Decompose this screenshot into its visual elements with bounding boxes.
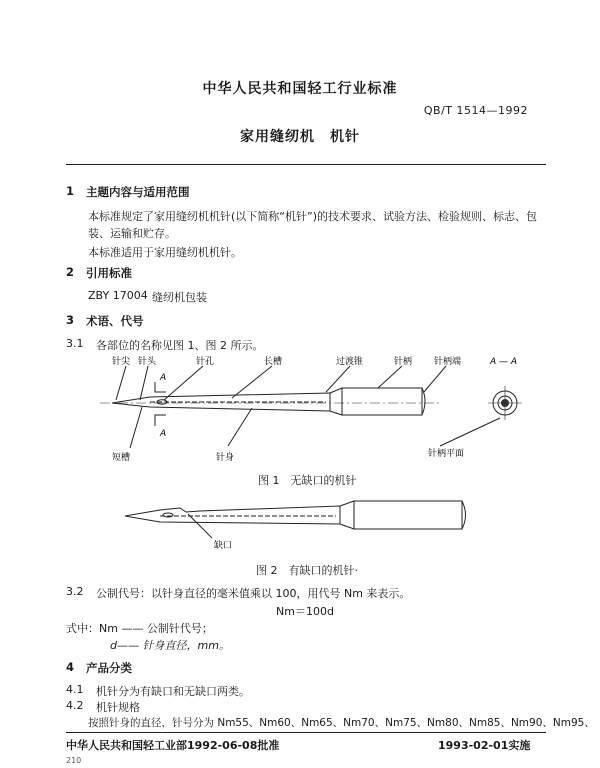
figure-2-needle-diagram xyxy=(0,490,600,560)
label-section-a-a: A — A xyxy=(490,357,518,367)
figure-2-caption: 图 2 有缺口的机针· xyxy=(256,564,358,577)
standard-code: QB/T 1514—1992 xyxy=(423,104,528,117)
label-short-groove: 短槽 xyxy=(112,453,131,463)
clause-4-2-number: 4.2 xyxy=(66,699,84,712)
header-rule xyxy=(66,164,546,165)
label-a-top: A xyxy=(160,373,167,383)
label-tip: 针尖 xyxy=(112,357,131,367)
section-1-number: 1 xyxy=(66,184,75,198)
approval-line: 中华人民共和国轻工业部1992-06-08批准 xyxy=(66,739,280,752)
label-body: 针身 xyxy=(216,453,235,463)
clause-4-2-text: 机针规格 xyxy=(96,701,140,714)
clause-3-2-number: 3.2 xyxy=(66,585,84,598)
label-notch: 缺口 xyxy=(214,541,233,551)
clause-3-2-text: 公制代号：以针身直径的毫米值乘以 100，用代号 Nm 来表示。 xyxy=(96,587,411,600)
label-a-bottom: A xyxy=(160,429,167,439)
formula-where-line: 式中：Nm —— 公制针代号； xyxy=(66,622,213,635)
label-shank-end: 针柄端 xyxy=(434,357,462,367)
clause-3-1-text: 各部位的名称见图 1、图 2 所示。 xyxy=(96,339,264,352)
label-head: 针头 xyxy=(138,357,157,367)
section-3-number: 3 xyxy=(66,313,75,327)
section-4-number: 4 xyxy=(66,660,75,674)
document-title: 家用缝纫机 机针 xyxy=(240,129,360,145)
section-3-heading: 术语、代号 xyxy=(86,314,144,328)
clause-4-2-body: 按照针身的直径，针号分为 Nm55、Nm60、Nm65、Nm70、Nm75、Nm80、Nm85、Nm90、Nm95、 xyxy=(88,717,595,729)
page-number: 210 xyxy=(66,756,82,765)
implementation-line: 1993-02-01实施 xyxy=(438,739,531,752)
clause-4-1-number: 4.1 xyxy=(66,683,84,696)
clause-4-1-text: 机针分为有缺口和无缺口两类。 xyxy=(96,685,250,698)
section-1-heading: 主题内容与适用范围 xyxy=(86,185,190,199)
figure-1-caption: 图 1 无缺口的机针 xyxy=(258,474,357,487)
section-1-paragraph-1: 本标准规定了家用缝纫机机针(以下简称“机针”)的技术要求、试验方法、检验规则、标志、包装、运输和贮存。 xyxy=(88,210,537,240)
section-2-heading: 引用标准 xyxy=(86,266,132,280)
section-1-paragraph-2: 本标准适用于家用缝纫机机针。 xyxy=(88,246,242,259)
figure-1-needle-diagram xyxy=(0,345,600,490)
referenced-standard-name: 缝纫机包装 xyxy=(152,291,207,304)
label-eye: 针孔 xyxy=(196,357,215,367)
issuing-organization: 中华人民共和国轻工行业标准 xyxy=(202,81,398,97)
label-transition: 过渡锥 xyxy=(336,357,364,367)
label-shank-flat: 针柄平面 xyxy=(428,449,465,459)
section-4-heading: 产品分类 xyxy=(86,661,132,675)
formula-d-line: d—— 针身直径，mm。 xyxy=(110,639,230,652)
label-shank: 针柄 xyxy=(394,357,413,367)
section-2-number: 2 xyxy=(66,265,75,279)
formula: Nm＝100d xyxy=(276,605,334,618)
label-long-groove: 长槽 xyxy=(264,357,283,367)
clause-3-1-number: 3.1 xyxy=(66,337,84,350)
referenced-standard-code: ZBY 17004 xyxy=(88,289,148,302)
footer-rule xyxy=(66,732,546,733)
